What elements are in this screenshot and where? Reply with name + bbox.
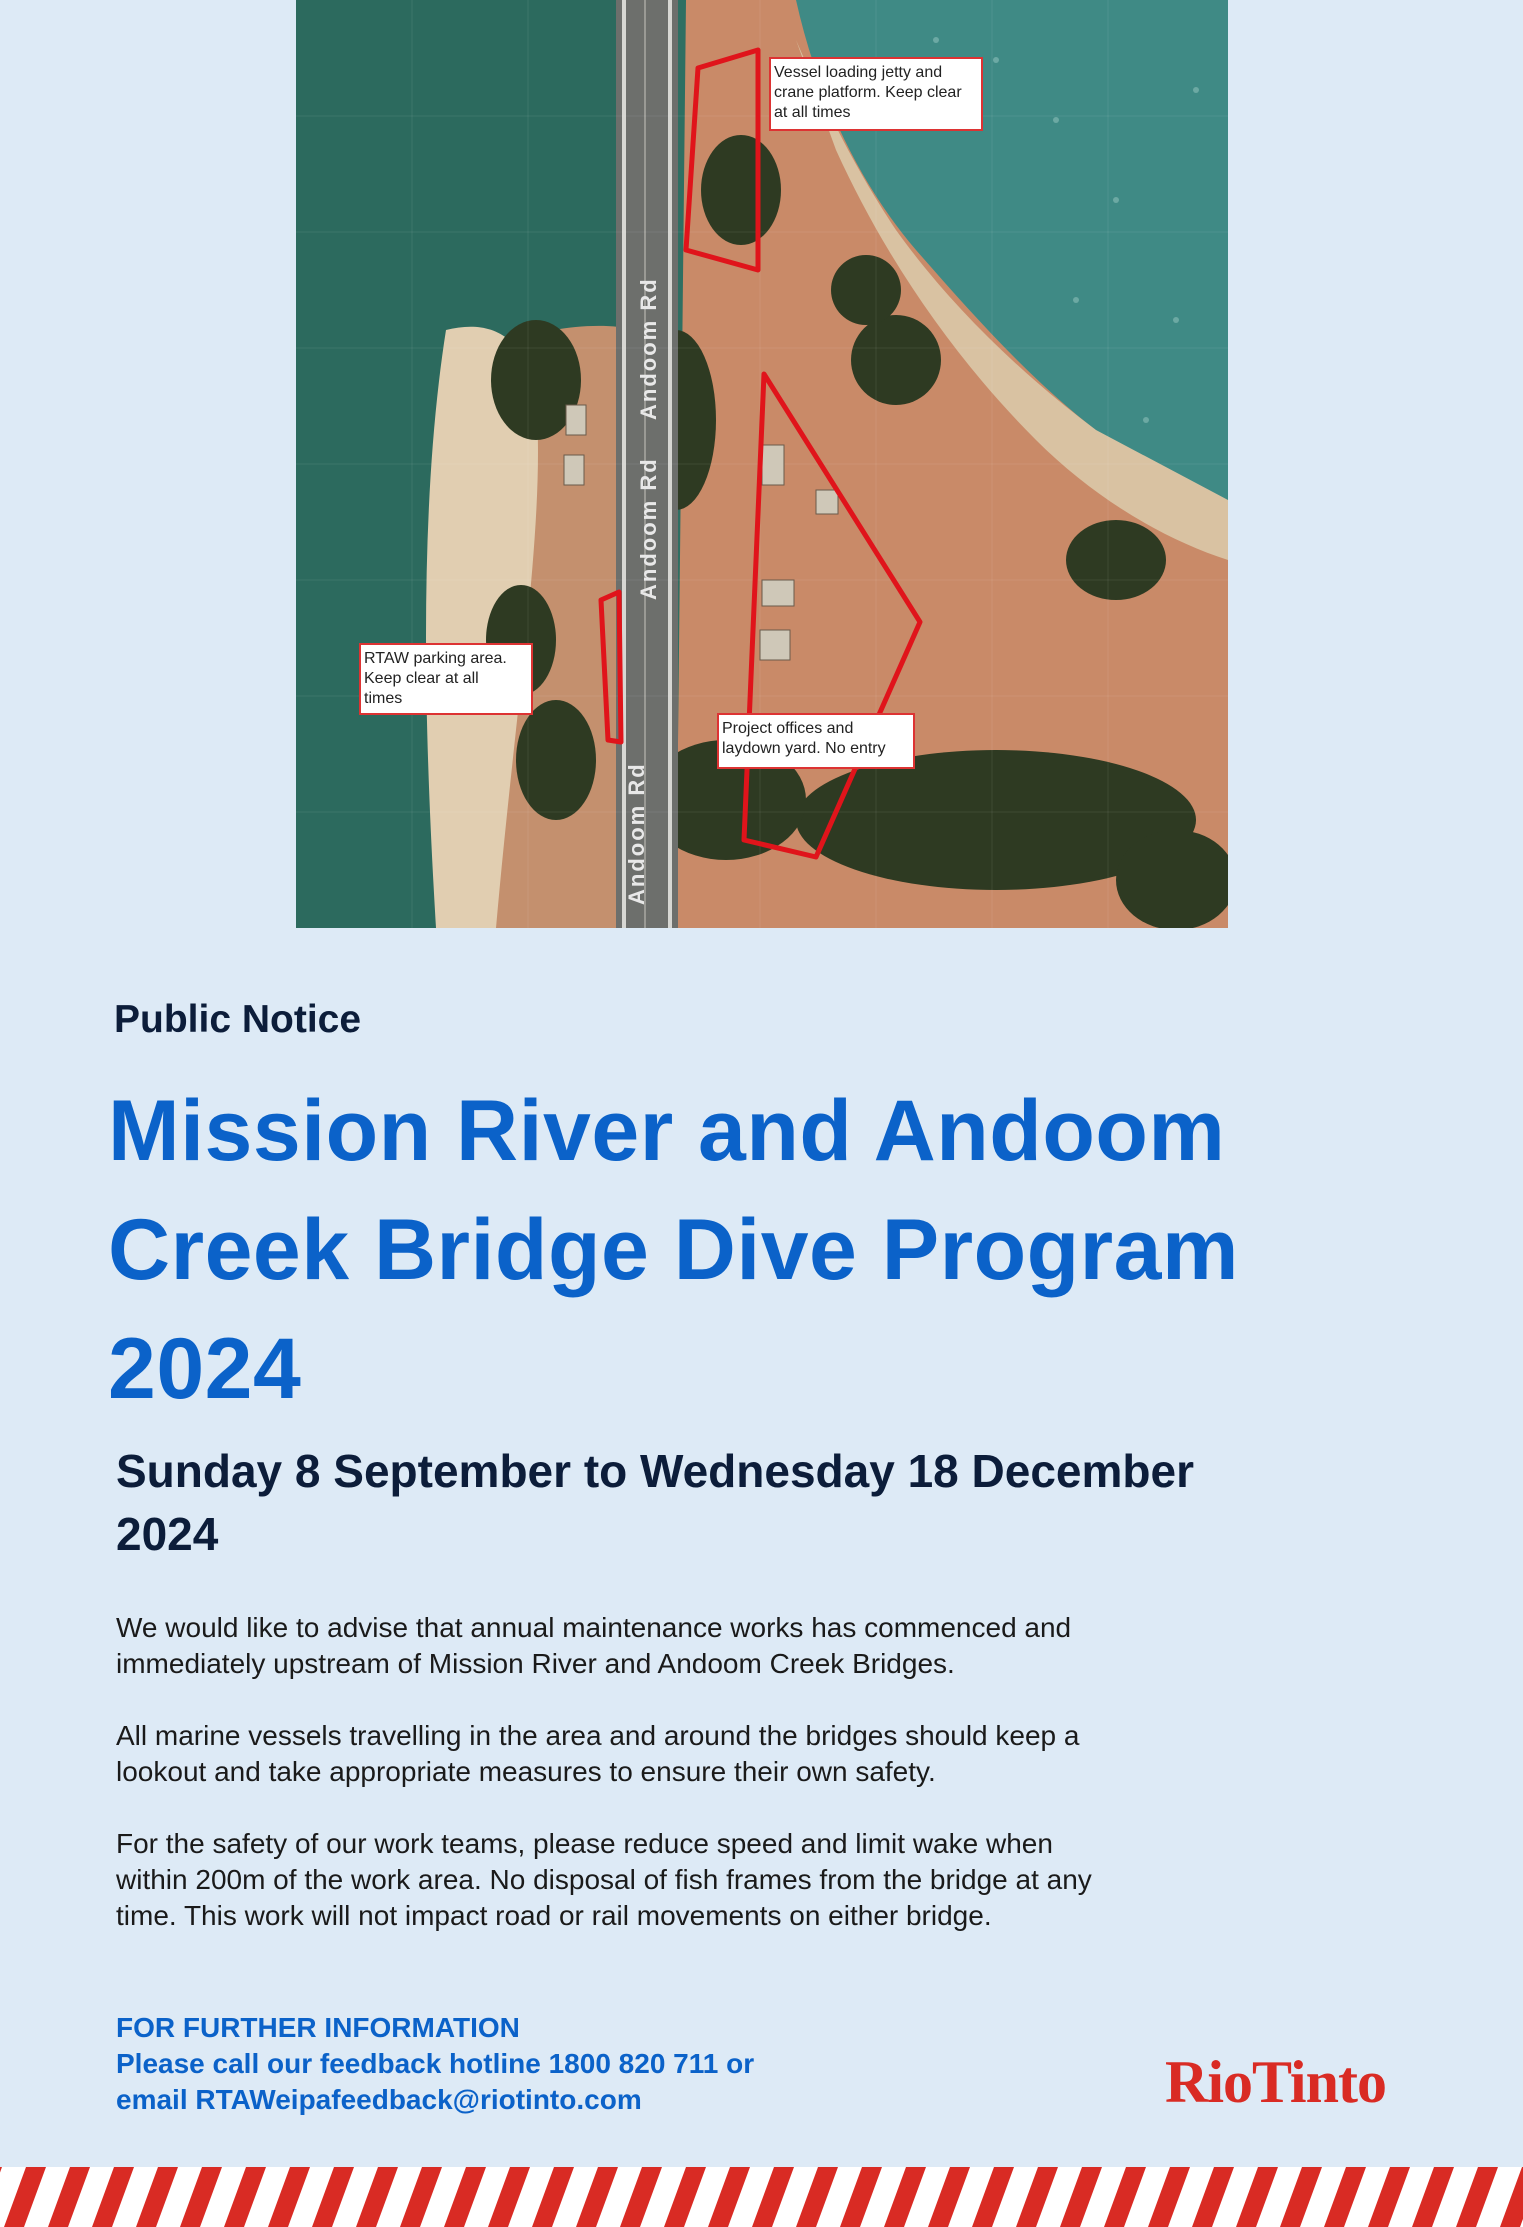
svg-text:Keep clear at all: Keep clear at all bbox=[364, 670, 479, 687]
page-title bbox=[108, 1072, 1388, 1429]
parking-callout bbox=[360, 644, 532, 714]
jetty-callout bbox=[770, 58, 982, 130]
public-notice-label: Public Notice bbox=[114, 998, 362, 1041]
body-paragraph-maintenance bbox=[116, 1610, 1216, 1682]
title-line: 2024 bbox=[108, 1321, 302, 1417]
body-line: lookout and take appropriate measures to ensure their own safety. bbox=[116, 1756, 936, 1787]
body-line: immediately upstream of Mission River and Andoom Creek Bridges. bbox=[116, 1648, 955, 1679]
title-line: Creek Bridge Dive Program bbox=[108, 1202, 1239, 1298]
info-hotline: Please call our feedback hotline 1800 820 711 or bbox=[116, 2048, 755, 2079]
program-dates bbox=[116, 1440, 1366, 1566]
svg-text:at all times: at all times bbox=[774, 104, 851, 121]
body-line: For the safety of our work teams, please reduce speed and limit wake when bbox=[116, 1828, 1053, 1859]
site-map bbox=[296, 0, 1228, 928]
svg-text:crane platform. Keep clear: crane platform. Keep clear bbox=[774, 84, 962, 101]
svg-text:Project offices and: Project offices and bbox=[722, 720, 854, 737]
body-line: All marine vessels travelling in the area and around the bridges should keep a bbox=[116, 1720, 1080, 1751]
offices-callout bbox=[718, 714, 914, 768]
body-line: within 200m of the work area. No disposal of fish frames from the bridge at any bbox=[116, 1864, 1092, 1895]
info-heading: FOR FURTHER INFORMATION bbox=[116, 2012, 520, 2043]
body-line: We would like to advise that annual maintenance works has commenced and bbox=[116, 1612, 1072, 1643]
road-label: Andoom Rd bbox=[636, 277, 661, 420]
body-paragraph-vessels bbox=[116, 1718, 1216, 1790]
footer-stripes bbox=[0, 2167, 1523, 2227]
svg-text:RTAW parking area.: RTAW parking area. bbox=[364, 650, 507, 667]
svg-text:Vessel loading jetty and: Vessel loading jetty and bbox=[774, 64, 943, 81]
info-email: email RTAWeipafeedback@riotinto.com bbox=[116, 2084, 642, 2115]
date-line: Sunday 8 September to Wednesday 18 December bbox=[116, 1445, 1194, 1497]
title-line: Mission River and Andoom bbox=[108, 1083, 1226, 1179]
body-paragraph-safety bbox=[116, 1826, 1216, 1934]
rio-tinto-logo: RioTinto bbox=[1165, 2049, 1386, 2115]
date-line: 2024 bbox=[116, 1508, 219, 1560]
road-label: Andoom Rd bbox=[624, 762, 649, 905]
svg-text:laydown yard. No entry: laydown yard. No entry bbox=[722, 740, 886, 757]
body-line: time. This work will not impact road or rail movements on either bridge. bbox=[116, 1900, 992, 1931]
svg-text:times: times bbox=[364, 690, 403, 707]
road-label: Andoom Rd bbox=[636, 457, 661, 600]
further-information bbox=[116, 2010, 754, 2118]
